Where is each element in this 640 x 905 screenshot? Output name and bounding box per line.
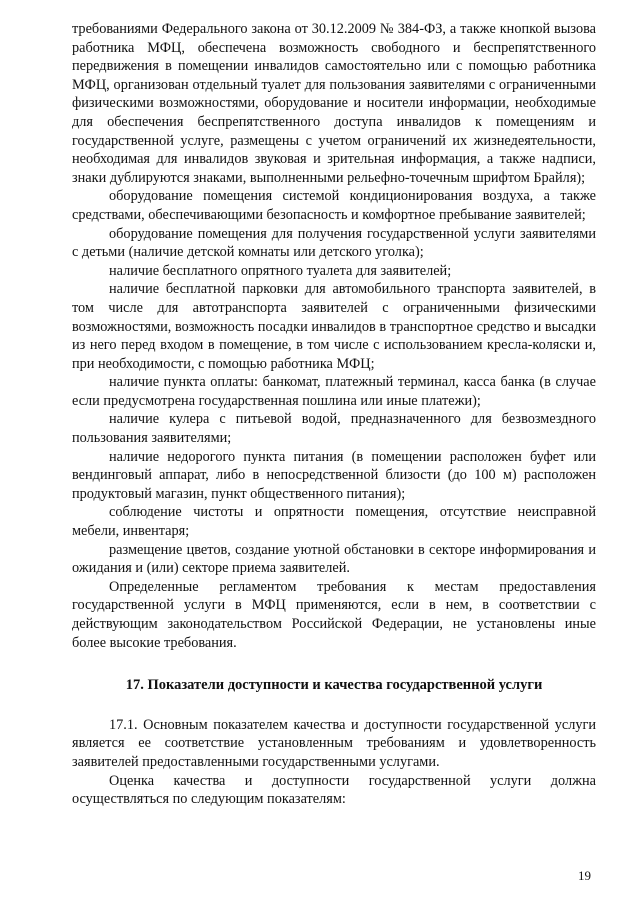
- paragraph-water-cooler: наличие кулера с питьевой водой, предназначенного для безвозмездного пользования заявителями;: [72, 411, 596, 447]
- paragraph-food-point: наличие недорогого пункта питания (в помещении расположен буфет или вендинговый аппарат, либо в непосредственной близости (до 100 м) расположен продуктовый магазин, пункт общественного питания);: [72, 448, 596, 502]
- page-number: 19: [578, 868, 591, 883]
- section-heading: 17. Показатели доступности и качества государственной услуги: [125, 677, 543, 694]
- paragraph-toilet: наличие бесплатного опрятного туалета для заявителей;: [109, 262, 452, 279]
- paragraph-assessment: Оценка качества и доступности государственной услуги должна осуществляться по следующим показателям:: [72, 772, 596, 808]
- paragraph-main-indicator: 17.1. Основным показателем качества и доступности государственной услуги является ее соответствие установленным требованиям и удовлетворенность заявителей предоставленными государственными услугами.: [72, 716, 596, 770]
- paragraph-requirements: Определенные регламентом требования к местам предоставления государственной услуги в МФЦ применяются, если в нем, в соответствии с действующим законодательством Российской Федерации, не установлены иные более высокие требования.: [72, 578, 596, 651]
- paragraph-payment-point: наличие пункта оплаты: банкомат, платежный терминал, касса банка (в случае если предусмотрена государственная пошлина или иные платежи);: [72, 374, 596, 409]
- paragraph-parking: наличие бесплатной парковки для автомобильного транспорта заявителей, в том числе для автотранспорта заявителей с ограниченными физическими возможностями, возможность посадки инвалидов в транспортное средство и высадки из него перед входом в помещение, в том числе с использованием кресла-коляски и, при необходимости, с помощью работника МФЦ;: [72, 281, 596, 372]
- paragraph-flowers: размещение цветов, создание уютной обстановки в секторе информирования и ожидания и (или) секторе приема заявителей.: [72, 541, 596, 577]
- paragraph-air-conditioning: оборудование помещения системой кондиционирования воздуха, а также средствами, обеспечивающими безопасность и комфортное пребывание заявителей;: [72, 188, 596, 223]
- paragraph-cleanliness: соблюдение чистоты и опрятности помещения, отсутствие неисправной мебели, инвентаря;: [72, 504, 596, 540]
- paragraph-continuation: требованиями Федерального закона от 30.12.2009 № 384-ФЗ, а также кнопкой вызова работника МФЦ, обеспечена возможность свободного и беспрепятственного передвижения в помещении инвалидов самостоятельно или с помощью работника МФЦ, организован отдельный туалет для пользования заявителями с ограниченными физическими возможностями, оборудование и носители информации, необходимые для обеспечения беспрепятственного доступа инвалидов к помещениям и государственной услуге, размещены с учетом ограничений их жизнедеятельности, необходимая для инвалидов звуковая и зрительная информация, а также надписи, знаки дублируются знаками, выполненными рельефно-точечным шрифтом Брайля);: [72, 21, 596, 186]
- paragraph-children-room: оборудование помещения для получения государственной услуги заявителями с детьми (наличие детской комнаты или детского уголка);: [72, 225, 596, 261]
- document-page: [72, 20, 596, 809]
